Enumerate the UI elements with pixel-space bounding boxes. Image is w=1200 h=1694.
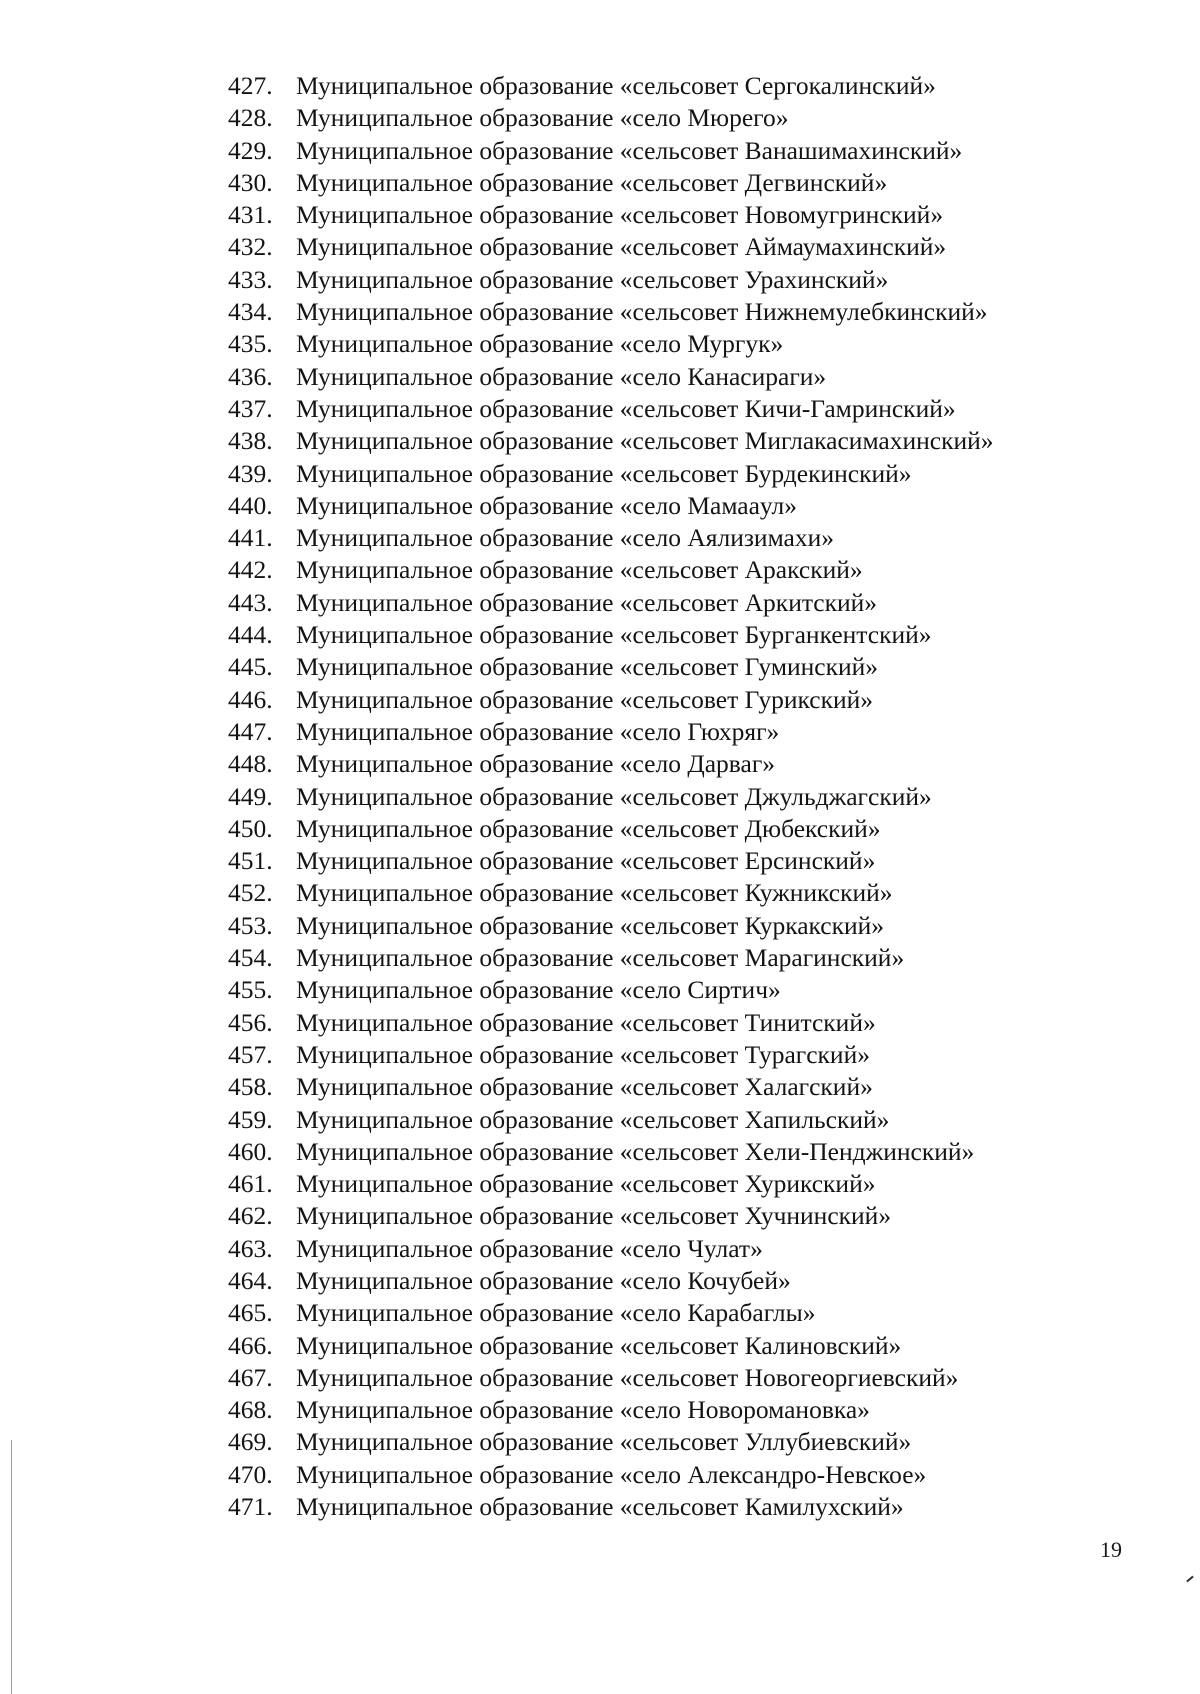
- list-item-number: 467.: [228, 1362, 273, 1392]
- list-item-number: 451.: [228, 846, 273, 876]
- list-item: [228, 1071, 1128, 1103]
- list-item-text: Муниципальное образование «сельсовет Хели-Пенджинский»: [296, 1136, 975, 1166]
- list-item-text: Муниципальное образование «село Канасираги»: [296, 361, 827, 391]
- list-item-text: Муниципальное образование «село Александро-Невское»: [296, 1459, 927, 1489]
- list-item: [228, 877, 1128, 909]
- list-item-number: 468.: [228, 1395, 273, 1425]
- list-item-text: Муниципальное образование «сельсовет Джульджагский»: [296, 781, 932, 811]
- list-item-text: Муниципальное образование «сельсовет Дюбекский»: [296, 813, 881, 843]
- list-item-number: 460.: [228, 1136, 273, 1166]
- list-item: [228, 813, 1128, 845]
- list-item-text: Муниципальное образование «село Новоромановка»: [296, 1395, 870, 1425]
- list-item-text: Муниципальное образование «сельсовет Марагинский»: [296, 943, 905, 973]
- list-item-number: 457.: [228, 1039, 273, 1069]
- list-item-text: Муниципальное образование «сельсовет Кужникский»: [296, 878, 893, 908]
- list-item-number: 449.: [228, 781, 273, 811]
- list-item-text: Муниципальное образование «село Мамаaул»: [296, 490, 798, 520]
- list-item-number: 434.: [228, 297, 273, 327]
- list-item-number: 433.: [228, 264, 273, 294]
- list-item-number: 455.: [228, 975, 273, 1005]
- list-item: [228, 716, 1128, 748]
- list-item: [228, 1362, 1128, 1394]
- list-item-text: Муниципальное образование «сельсовет Сергокалинский»: [296, 71, 936, 100]
- list-item: [228, 1459, 1128, 1491]
- list-item-number: 436.: [228, 361, 273, 391]
- list-item-number: 454.: [228, 943, 273, 973]
- list-item-text: Муниципальное образование «сельсовет Халагский»: [296, 1072, 873, 1102]
- list-item-number: 441.: [228, 523, 273, 553]
- list-item-text: Муниципальное образование «село Аялизимахи»: [296, 523, 835, 553]
- list-item-number: 469.: [228, 1427, 273, 1457]
- list-item-number: 427.: [228, 71, 273, 100]
- list-item-text: Муниципальное образование «сельсовет Нижнемулебкинский»: [296, 297, 988, 327]
- list-item-text: Муниципальное образование «сельсовет Камилухский»: [296, 1492, 904, 1522]
- list-item-number: 445.: [228, 652, 273, 682]
- scan-edge-line: [11, 1440, 12, 1694]
- list-item: [228, 1233, 1128, 1265]
- list-item-number: 452.: [228, 878, 273, 908]
- list-item-text: Муниципальное образование «село Мургук»: [296, 329, 784, 359]
- list-item: [228, 845, 1128, 877]
- list-item-text: Муниципальное образование «сельсовет Новогеоргиевский»: [296, 1362, 959, 1392]
- list-item-text: Муниципальное образование «сельсовет Гурикский»: [296, 684, 874, 714]
- list-item: [228, 684, 1128, 716]
- list-item: [228, 102, 1128, 134]
- list-item-text: Муниципальное образование «сельсовет Турагский»: [296, 1039, 870, 1069]
- list-item: [228, 1265, 1128, 1297]
- list-item-text: Муниципальное образование «сельсовет Миглакасимахинский»: [296, 426, 994, 456]
- list-item: [228, 231, 1128, 263]
- list-item-number: 443.: [228, 587, 273, 617]
- list-item-number: 439.: [228, 458, 273, 488]
- list-item: [228, 1330, 1128, 1362]
- list-item: [228, 425, 1128, 457]
- list-item-text: Муниципальное образование «сельсовет Аракский»: [296, 555, 863, 585]
- list-item: [228, 490, 1128, 522]
- list-item-text: Муниципальное образование «сельсовет Бурганкентский»: [296, 620, 932, 650]
- list-item-number: 458.: [228, 1072, 273, 1102]
- list-item-text: Муниципальное образование «сельсовет Ванашимахинский»: [296, 135, 963, 165]
- list-item: [228, 328, 1128, 360]
- list-item-text: Муниципальное образование «село Карабаглы»: [296, 1298, 816, 1328]
- list-item: [228, 554, 1128, 586]
- list-item-text: Муниципальное образование «сельсовет Бурдекинский»: [296, 458, 912, 488]
- list-item: [228, 167, 1128, 199]
- list-item-text: Муниципальное образование «сельсовет Аркитский»: [296, 587, 878, 617]
- list-item-text: Муниципальное образование «сельсовет Урахинский»: [296, 264, 889, 294]
- list-item-number: 453.: [228, 910, 273, 940]
- list-item-text: Муниципальное образование «сельсовет Хурикский»: [296, 1169, 876, 1199]
- list-item-number: 447.: [228, 716, 273, 746]
- list-item-text: Муниципальное образование «село Кочубей»: [296, 1265, 791, 1295]
- list-item: [228, 1200, 1128, 1232]
- municipality-list: [228, 70, 1128, 1523]
- list-item: [228, 264, 1128, 296]
- page-number: 19: [1100, 1537, 1122, 1562]
- list-item-number: 438.: [228, 426, 273, 456]
- list-item-number: 448.: [228, 749, 273, 779]
- list-item-number: 432.: [228, 232, 273, 262]
- list-item-number: 444.: [228, 620, 273, 650]
- list-item: [228, 1104, 1128, 1136]
- list-item-number: 437.: [228, 393, 273, 423]
- scan-mark: [1186, 1576, 1193, 1583]
- list-item-number: 461.: [228, 1169, 273, 1199]
- list-item: [228, 910, 1128, 942]
- list-item-number: 465.: [228, 1298, 273, 1328]
- list-item: [228, 1297, 1128, 1329]
- list-item-text: Муниципальное образование «сельсовет Дегвинский»: [296, 167, 888, 197]
- list-item-text: Муниципальное образование «сельсовет Хучнинский»: [296, 1201, 892, 1231]
- list-item-number: 440.: [228, 490, 273, 520]
- list-item: [228, 361, 1128, 393]
- list-item: [228, 942, 1128, 974]
- list-item-text: Муниципальное образование «сельсовет Гуминский»: [296, 652, 879, 682]
- list-item-text: Муниципальное образование «село Гюхряг»: [296, 716, 780, 746]
- list-item: [228, 974, 1128, 1006]
- list-item: [228, 393, 1128, 425]
- list-item: [228, 651, 1128, 683]
- list-item: [228, 1007, 1128, 1039]
- list-item: [228, 587, 1128, 619]
- list-item-text: Муниципальное образование «село Дарваг»: [296, 749, 776, 779]
- list-item-text: Муниципальное образование «сельсовет Кичи-Гамринский»: [296, 393, 956, 423]
- list-item: [228, 458, 1128, 490]
- list-item: [228, 781, 1128, 813]
- list-item: [228, 70, 1128, 102]
- list-item-number: 431.: [228, 200, 273, 230]
- list-item-number: 471.: [228, 1492, 273, 1522]
- list-item: [228, 522, 1128, 554]
- list-item: [228, 1394, 1128, 1426]
- list-item-text: Муниципальное образование «село Чулат»: [296, 1233, 763, 1263]
- list-item-text: Муниципальное образование «сельсовет Аймаумахинский»: [296, 232, 947, 262]
- list-item-number: 450.: [228, 813, 273, 843]
- list-item-text: Муниципальное образование «сельсовет Хапильский»: [296, 1104, 890, 1134]
- list-item: [228, 1426, 1128, 1458]
- list-item-number: 459.: [228, 1104, 273, 1134]
- list-item-text: Муниципальное образование «сельсовет Тинитский»: [296, 1007, 876, 1037]
- list-item-text: Муниципальное образование «сельсовет Уллубиевский»: [296, 1427, 912, 1457]
- list-item: [228, 1136, 1128, 1168]
- list-item-text: Муниципальное образование «сельсовет Калиновский»: [296, 1330, 902, 1360]
- list-item-number: 442.: [228, 555, 273, 585]
- list-item-number: 463.: [228, 1233, 273, 1263]
- list-item-number: 428.: [228, 103, 273, 133]
- list-item-number: 456.: [228, 1007, 273, 1037]
- list-item: [228, 296, 1128, 328]
- list-item: [228, 1168, 1128, 1200]
- list-item-number: 429.: [228, 135, 273, 165]
- list-item: [228, 135, 1128, 167]
- list-item-text: Муниципальное образование «сельсовет Ерсинский»: [296, 846, 876, 876]
- list-item-number: 466.: [228, 1330, 273, 1360]
- list-item-text: Муниципальное образование «сельсовет Новомугринский»: [296, 200, 944, 230]
- list-item: [228, 619, 1128, 651]
- list-item: [228, 748, 1128, 780]
- list-item-text: Муниципальное образование «село Сиртич»: [296, 975, 781, 1005]
- list-item-text: Муниципальное образование «сельсовет Куркакский»: [296, 910, 885, 940]
- list-item: [228, 1491, 1128, 1523]
- list-item-number: 446.: [228, 684, 273, 714]
- list-item: [228, 199, 1128, 231]
- list-item-text: Муниципальное образование «село Мюрего»: [296, 103, 789, 133]
- list-item: [228, 1039, 1128, 1071]
- list-item-number: 435.: [228, 329, 273, 359]
- list-item-number: 462.: [228, 1201, 273, 1231]
- list-item-number: 430.: [228, 167, 273, 197]
- list-item-number: 470.: [228, 1459, 273, 1489]
- list-item-number: 464.: [228, 1265, 273, 1295]
